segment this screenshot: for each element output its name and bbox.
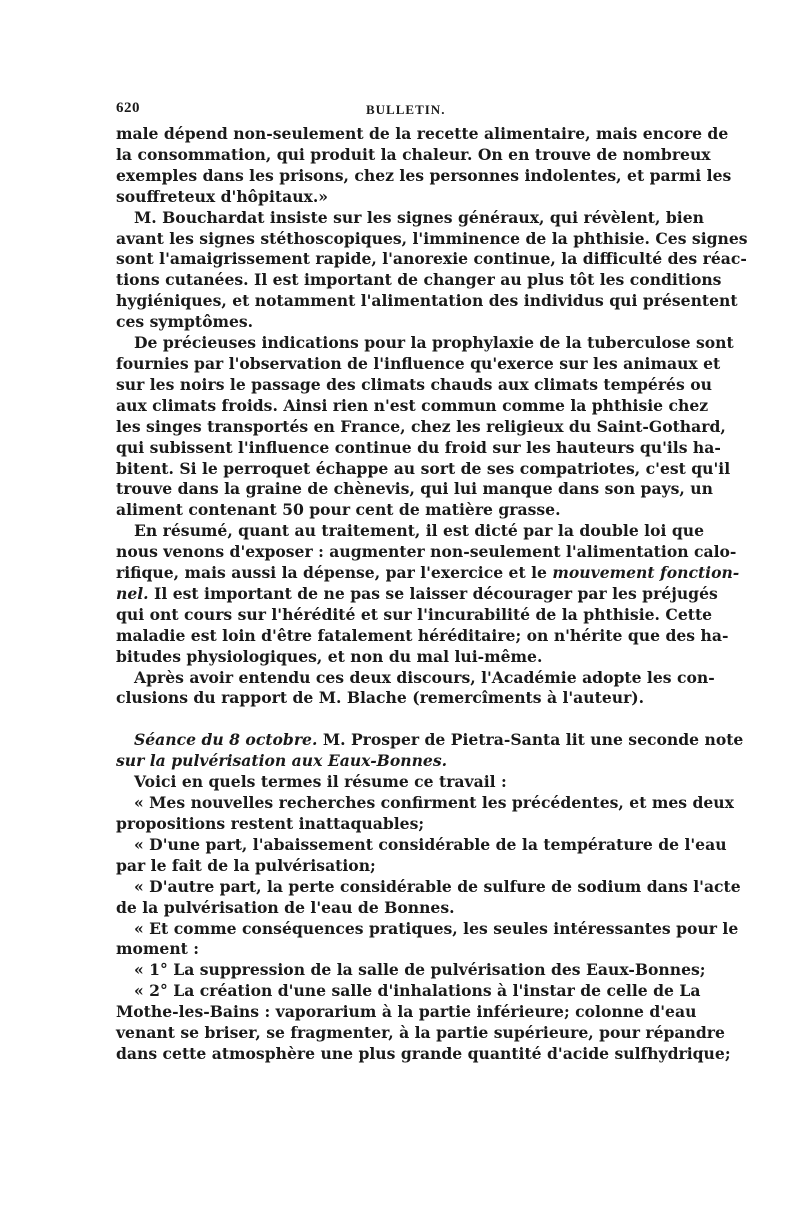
book-page bbox=[116, 96, 748, 1196]
session-heading bbox=[116, 730, 744, 772]
note-title: sur la pulvérisation aux Eaux-Bonnes. bbox=[116, 751, 448, 771]
text-line: M. Bouchardat insiste sur les signes généraux, qui révèlent, bien bbox=[134, 207, 704, 227]
text-line: propositions restent inattaquables; bbox=[116, 814, 425, 833]
text-fragment: Il est important de ne pas se laisser décourager par les préjugés bbox=[148, 583, 718, 603]
text-line: Voici en quels termes il résume ce travail : bbox=[134, 772, 507, 792]
paragraph bbox=[116, 918, 739, 961]
text-line: de la pulvérisation de l'eau de Bonnes. bbox=[116, 897, 455, 917]
paragraph bbox=[116, 667, 715, 710]
text-line: bitent. Si le perroquet échappe au sort de ses compatriotes, c'est qu'il bbox=[116, 458, 731, 478]
text-line: « D'une part, l'abaissement considérable de la température de l'eau bbox=[134, 834, 727, 854]
text-line: bitudes physiologiques, et non du mal lui-même. bbox=[116, 646, 543, 666]
text-line: venant se briser, se fragmenter, à la partie supérieure, pour répandre bbox=[116, 1023, 725, 1043]
italic-phrase: mouvement fonction- bbox=[552, 563, 740, 583]
paragraph bbox=[116, 333, 734, 521]
text-line: « Mes nouvelles recherches confirment les précédentes, et mes deux bbox=[134, 793, 734, 813]
session-date: Séance du 8 octobre. bbox=[134, 730, 318, 750]
text-line bbox=[116, 730, 744, 751]
text-line bbox=[116, 563, 740, 584]
text-line: souffreteux d'hôpitaux.» bbox=[116, 186, 329, 206]
text-line: aux climats froids. Ainsi rien n'est commun comme la phthisie chez bbox=[116, 395, 709, 415]
text-line: les singes transportés en France, chez les religieux du Saint-Gothard, bbox=[116, 416, 726, 436]
text-line: maladie est loin d'être fatalement héréditaire; on n'hérite que des ha- bbox=[116, 625, 729, 645]
paragraph bbox=[116, 772, 681, 793]
text-fragment: rifique, mais aussi la dépense, par l'exercice et le bbox=[116, 563, 553, 583]
text-line: qui ont cours sur l'hérédité et sur l'incurabilité de la phthisie. Cette bbox=[116, 604, 713, 624]
text-line: « 2° La création d'une salle d'inhalations à l'instar de celle de La bbox=[134, 981, 701, 1001]
text-line: dans cette atmosphère une plus grande quantité d'acide sulfhydrique; bbox=[116, 1043, 731, 1063]
text-line: De précieuses indications pour la prophylaxie de la tuberculose sont bbox=[134, 333, 734, 353]
text-line: nous venons d'exposer : augmenter non-seulement l'alimentation calo- bbox=[116, 542, 737, 562]
paragraph bbox=[116, 981, 731, 1065]
running-header bbox=[116, 96, 681, 124]
header-title: BULLETIN. bbox=[366, 102, 446, 117]
text-line: sur les noirs le passage des climats chauds aux climats tempérés ou bbox=[116, 374, 712, 394]
paragraph bbox=[116, 124, 732, 208]
text-line: « Et comme conséquences pratiques, les seules intéressantes pour le bbox=[134, 918, 739, 938]
text-line: la consommation, qui produit la chaleur. On en trouve de nombreux bbox=[116, 144, 711, 164]
text-line: aliment contenant 50 pour cent de matière grasse. bbox=[116, 500, 561, 520]
text-line: Après avoir entendu ces deux discours, l'Académie adopte les con- bbox=[134, 667, 715, 687]
text-line: « D'autre part, la perte considérable de sulfure de sodium dans l'acte bbox=[134, 876, 741, 896]
text-line bbox=[116, 583, 718, 605]
text-line: sont l'amaigrissement rapide, l'anorexie continue, la difficulté des réac- bbox=[116, 249, 747, 269]
text-line: hygiéniques, et notamment l'alimentation des individus qui présentent bbox=[116, 291, 738, 311]
paragraph bbox=[116, 960, 706, 981]
text-line: qui subissent l'influence continue du froid sur les hauteurs qu'ils ha- bbox=[116, 437, 721, 457]
paragraph bbox=[116, 876, 741, 919]
section-spacer bbox=[116, 709, 681, 730]
text-line: Mothe-les-Bains : vaporarium à la partie inférieure; colonne d'eau bbox=[116, 1002, 697, 1022]
text-line: exemples dans les prisons, chez les personnes indolentes, et parmi les bbox=[116, 165, 732, 185]
text-line: ces symptômes. bbox=[116, 312, 254, 332]
text-line: tions cutanées. Il est important de changer au plus tôt les conditions bbox=[116, 270, 722, 290]
text-line: avant les signes stéthoscopiques, l'imminence de la phthisie. Ces signes bbox=[116, 228, 748, 248]
paragraph bbox=[116, 207, 748, 333]
paragraph bbox=[116, 793, 734, 835]
paragraph bbox=[116, 834, 727, 877]
text-line: trouve dans la graine de chènevis, qui lui manque dans son pays, un bbox=[116, 479, 713, 499]
italic-phrase: nel. bbox=[116, 583, 149, 603]
text-line: fournies par l'observation de l'influence qu'exerce sur les animaux et bbox=[116, 353, 721, 373]
paragraph bbox=[116, 521, 740, 667]
text-line: moment : bbox=[116, 939, 200, 959]
text-line: male dépend non-seulement de la recette alimentaire, mais encore de bbox=[116, 124, 729, 143]
text-line: En résumé, quant au traitement, il est dicté par la double loi que bbox=[134, 521, 705, 541]
page-number: 620 bbox=[116, 100, 140, 116]
text-fragment: M. Prosper de Pietra-Santa lit une seconde note bbox=[317, 730, 744, 750]
text-line: « 1° La suppression de la salle de pulvérisation des Eaux-Bonnes; bbox=[134, 960, 706, 980]
text-line bbox=[116, 751, 681, 772]
body-text bbox=[116, 124, 748, 1065]
text-line: clusions du rapport de M. Blache (remercîments à l'auteur). bbox=[116, 688, 645, 708]
text-line: par le fait de la pulvérisation; bbox=[116, 855, 376, 875]
